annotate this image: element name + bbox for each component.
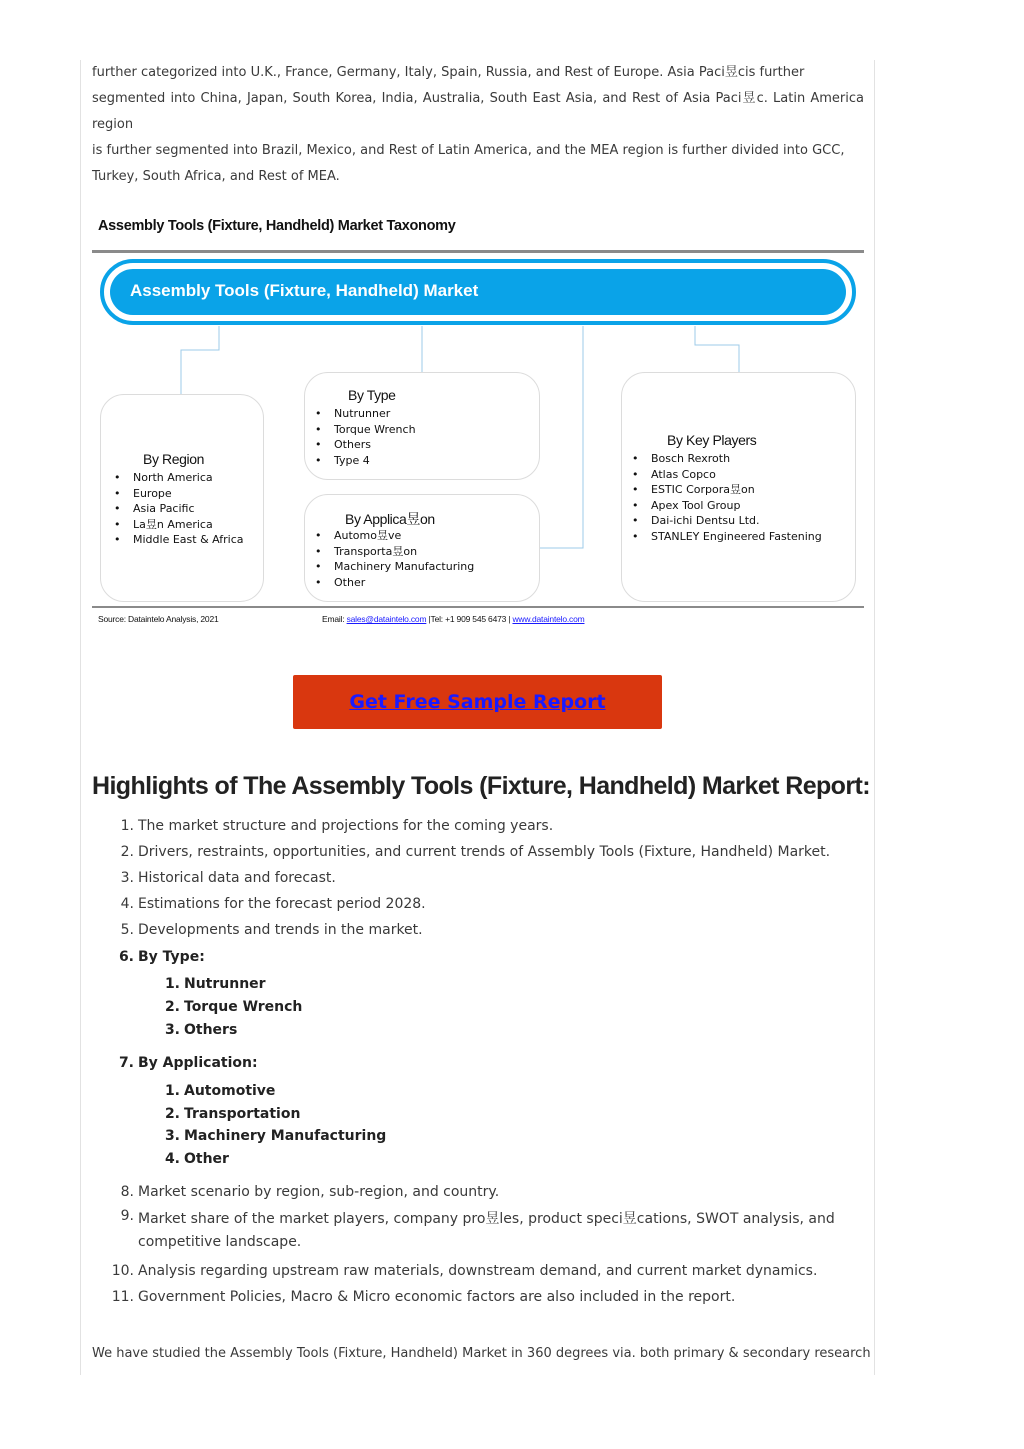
- players-list: [627, 451, 822, 544]
- item-number: 1.: [164, 1083, 180, 1099]
- list-item: • Asia Pacific: [109, 501, 244, 517]
- players-card: [621, 372, 856, 602]
- app-sub-item: [164, 1128, 387, 1144]
- list-item: • Other: [310, 575, 474, 591]
- list-item: • ESTIC Corpora昱on: [627, 482, 822, 498]
- item-number: 8.: [120, 1184, 134, 1200]
- region-card: [100, 394, 264, 602]
- item-number: 6.: [118, 949, 134, 965]
- list-item: • Europe: [109, 486, 244, 502]
- item-number: 3.: [120, 870, 134, 886]
- highlight-item: [120, 922, 423, 938]
- type-card: [304, 372, 540, 480]
- item-number: 3.: [164, 1022, 180, 1038]
- item-number: 7.: [118, 1055, 134, 1071]
- taxonomy-title: Assembly Tools (Fixture, Handheld) Market Taxonomy: [98, 218, 456, 234]
- type-card-title: By Type: [348, 387, 396, 403]
- item-text: Nutrunner: [184, 976, 266, 992]
- list-item: • Bosch Rexroth: [627, 451, 822, 467]
- item-number: 9.: [120, 1208, 134, 1224]
- list-item: • Atlas Copco: [627, 467, 822, 483]
- item-number: 11.: [111, 1289, 134, 1305]
- type-sub-item: [164, 999, 303, 1015]
- website-link[interactable]: www.dataintelo.com: [512, 614, 585, 624]
- item-text: Automotive: [184, 1083, 276, 1099]
- list-item: • Machinery Manufacturing: [310, 559, 474, 575]
- app-sub-item: [164, 1083, 276, 1099]
- highlight-item-continuation: [138, 1234, 301, 1250]
- item-text: Estimations for the forecast period 2028.: [138, 896, 426, 912]
- list-item: • Others: [310, 437, 416, 453]
- item-text: Other: [184, 1151, 229, 1167]
- get-free-sample-button[interactable]: [293, 675, 662, 729]
- intro-line: segmented into China, Japan, South Korea, India, Australia, South East Asia, and Rest of Asia Paci昱c. Latin America region: [92, 91, 864, 132]
- list-item: • La昱n America: [109, 517, 244, 533]
- highlight-item: [120, 896, 426, 912]
- item-text: Market scenario by region, sub-region, and country.: [138, 1184, 500, 1200]
- application-card-title: By Applica昱on: [345, 511, 435, 527]
- highlight-item: [120, 818, 554, 834]
- market-label: Assembly Tools (Fixture, Handheld) Market: [130, 281, 479, 300]
- highlight-item-by-type: [118, 949, 205, 965]
- item-number: 4.: [164, 1151, 180, 1167]
- list-item: • Automo昱ve: [310, 528, 474, 544]
- highlights-heading: Highlights of The Assembly Tools (Fixture, Handheld) Market Report:: [92, 772, 870, 800]
- item-text: Machinery Manufacturing: [184, 1128, 387, 1144]
- get-free-sample-link[interactable]: Get Free Sample Report: [349, 691, 606, 713]
- connector-players: [695, 326, 739, 372]
- item-text: Analysis regarding upstream raw materials, downstream demand, and current market dynamics.: [138, 1263, 818, 1279]
- item-number: 1.: [164, 976, 180, 992]
- app-sub-item: [164, 1106, 301, 1122]
- tel-text: |Tel: +1 909 545 6473 |: [426, 614, 513, 624]
- item-text: By Type:: [138, 949, 205, 965]
- region-card-title: By Region: [143, 451, 204, 467]
- item-text: Drivers, restraints, opportunities, and current trends of Assembly Tools (Fixture, Handheld) Market.: [138, 844, 831, 860]
- list-item: • Transporta昱on: [310, 544, 474, 560]
- list-item: • Type 4: [310, 453, 416, 469]
- item-number: 4.: [120, 896, 134, 912]
- intro-line: further categorized into U.K., France, Germany, Italy, Spain, Russia, and Rest of Europe. Asia Paci昱cis further: [92, 65, 805, 80]
- item-text: By Application:: [138, 1055, 258, 1071]
- item-text: Torque Wrench: [184, 999, 303, 1015]
- source-note: Source: Dataintelo Analysis, 2021: [98, 614, 219, 624]
- item-text: Historical data and forecast.: [138, 870, 336, 886]
- footer-paragraph: We have studied the Assembly Tools (Fixture, Handheld) Market in 360 degrees via. both primary & secondary research: [92, 1346, 871, 1361]
- list-item: • Dai-ichi Dentsu Ltd.: [627, 513, 822, 529]
- type-sub-item: [164, 976, 266, 992]
- type-list: [310, 406, 416, 468]
- email-link[interactable]: sales@dataintelo.com: [346, 614, 427, 624]
- highlight-item: [111, 1289, 736, 1305]
- list-item: • Middle East & Africa: [109, 532, 244, 548]
- type-sub-item: [164, 1022, 238, 1038]
- list-item: • Torque Wrench: [310, 422, 416, 438]
- list-item: • STANLEY Engineered Fastening: [627, 529, 822, 545]
- item-number: 2.: [164, 1106, 180, 1122]
- item-number: 2.: [164, 999, 180, 1015]
- item-text: competitive landscape.: [138, 1234, 302, 1250]
- region-list: [109, 470, 244, 548]
- highlight-item: [120, 1208, 835, 1228]
- connector-region: [181, 326, 219, 394]
- item-text: Market share of the market players, company pro昱les, product speci昱cations, SWOT analysis, and: [138, 1211, 835, 1227]
- intro-line: is further segmented into Brazil, Mexico, and Rest of Latin America, and the MEA region is further divided into GCC,: [92, 143, 845, 158]
- players-card-title: By Key Players: [667, 432, 757, 448]
- item-text: Others: [184, 1022, 238, 1038]
- item-number: 1.: [120, 818, 134, 834]
- application-card: [304, 494, 540, 602]
- item-number: 10.: [111, 1263, 134, 1279]
- highlight-item: [120, 844, 831, 860]
- item-text: The market structure and projections for the coming years.: [138, 818, 554, 834]
- item-text: Government Policies, Macro & Micro economic factors are also included in the report.: [138, 1289, 736, 1305]
- item-number: 3.: [164, 1128, 180, 1144]
- highlight-item: [111, 1263, 818, 1279]
- item-text: Transportation: [184, 1106, 301, 1122]
- highlight-item-by-application: [118, 1055, 258, 1071]
- intro-line: Turkey, South Africa, and Rest of MEA.: [92, 169, 340, 184]
- contact-line: [322, 614, 584, 624]
- app-sub-item: [164, 1151, 229, 1167]
- email-label: Email:: [322, 614, 347, 624]
- list-item: • Apex Tool Group: [627, 498, 822, 514]
- highlight-item: [120, 1184, 500, 1200]
- connector-application: [540, 326, 583, 548]
- item-number: 5.: [120, 922, 134, 938]
- taxonomy-bottom-rule: [92, 606, 864, 608]
- application-list: [310, 528, 474, 590]
- highlight-item: [120, 870, 336, 886]
- item-number: 2.: [120, 844, 134, 860]
- list-item: • North America: [109, 470, 244, 486]
- list-item: • Nutrunner: [310, 406, 416, 422]
- item-text: Developments and trends in the market.: [138, 922, 423, 938]
